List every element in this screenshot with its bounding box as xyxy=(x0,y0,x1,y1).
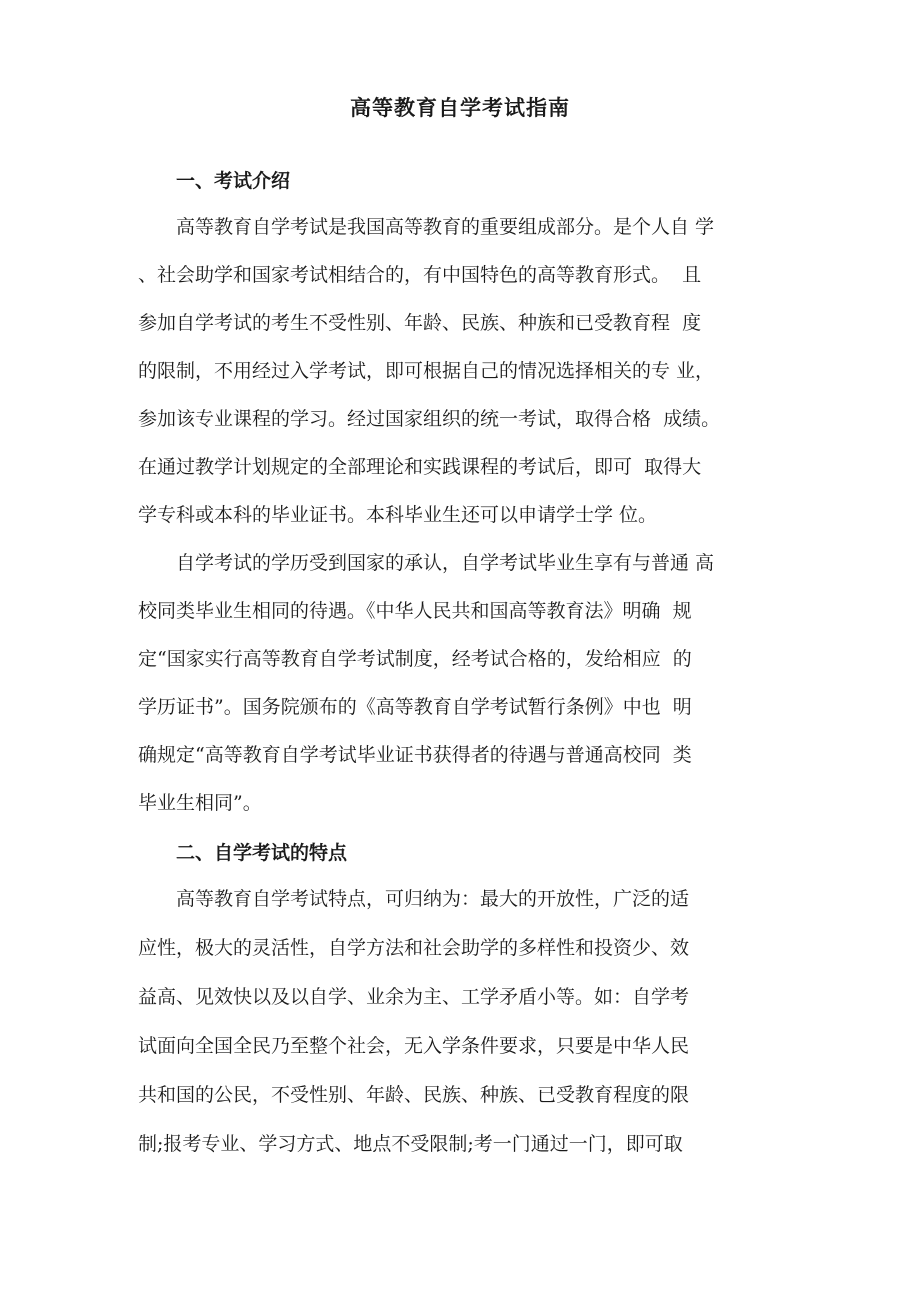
text-line: 试面向全国全民乃至整个社会，无入学条件要求，只要是中华人民 xyxy=(138,1035,690,1057)
section-heading-features: 二、自学考试的特点 xyxy=(176,842,348,864)
text-line: 益高、见效快以及以自学、业余为主、工学矛盾小等。如：自学考 xyxy=(138,986,690,1008)
text-line: 校同类毕业生相同的待遇。《中华人民共和国高等教育法》明确 规 xyxy=(138,600,692,622)
text-line: 的限制，不用经过入学考试，即可根据自己的情况选择相关的专 业， xyxy=(138,360,715,382)
text-line: 毕业生相同”。 xyxy=(138,792,262,814)
text-line: 确规定“高等教育自学考试毕业证书获得者的待遇与普通高校同 类 xyxy=(138,744,692,766)
text-line: 、社会助学和国家考试相结合的，有中国特色的高等教育形式。 且 xyxy=(138,264,702,286)
section-heading-intro: 一、考试介绍 xyxy=(176,170,291,192)
text-line: 自学考试的学历受到国家的承认，自学考试毕业生享有与普通 高 xyxy=(176,552,715,574)
text-line: 参加该专业课程的学习。经过国家组织的统一考试，取得合格 成绩。 xyxy=(138,408,721,430)
text-line: 制;报考专业、学习方式、地点不受限制;考一门通过一门，即可取 xyxy=(138,1133,683,1155)
text-line: 高等教育自学考试特点，可归纳为：最大的开放性，广泛的适 xyxy=(176,888,690,910)
text-line: 高等教育自学考试是我国高等教育的重要组成部分。是个人自 学 xyxy=(176,216,715,238)
document-title: 高等教育自学考试指南 xyxy=(350,95,570,120)
text-line: 在通过教学计划规定的全部理论和实践课程的考试后，即可 取得大 xyxy=(138,456,702,478)
text-line: 学专科或本科的毕业证书。本科毕业生还可以申请学士学 位。 xyxy=(138,504,658,526)
text-line: 参加自学考试的考生不受性别、年龄、民族、种族和已受教育程 度 xyxy=(138,312,702,334)
text-line: 定“国家实行高等教育自学考试制度，经考试合格的，发给相应 的 xyxy=(138,648,692,670)
text-line: 应性，极大的灵活性，自学方法和社会助学的多样性和投资少、效 xyxy=(138,937,690,959)
text-line: 学历证书”。国务院颁布的《高等教育自学考试暂行条例》中也 明 xyxy=(138,696,692,718)
text-line: 共和国的公民，不受性别、年龄、民族、种族、已受教育程度的限 xyxy=(138,1084,690,1106)
